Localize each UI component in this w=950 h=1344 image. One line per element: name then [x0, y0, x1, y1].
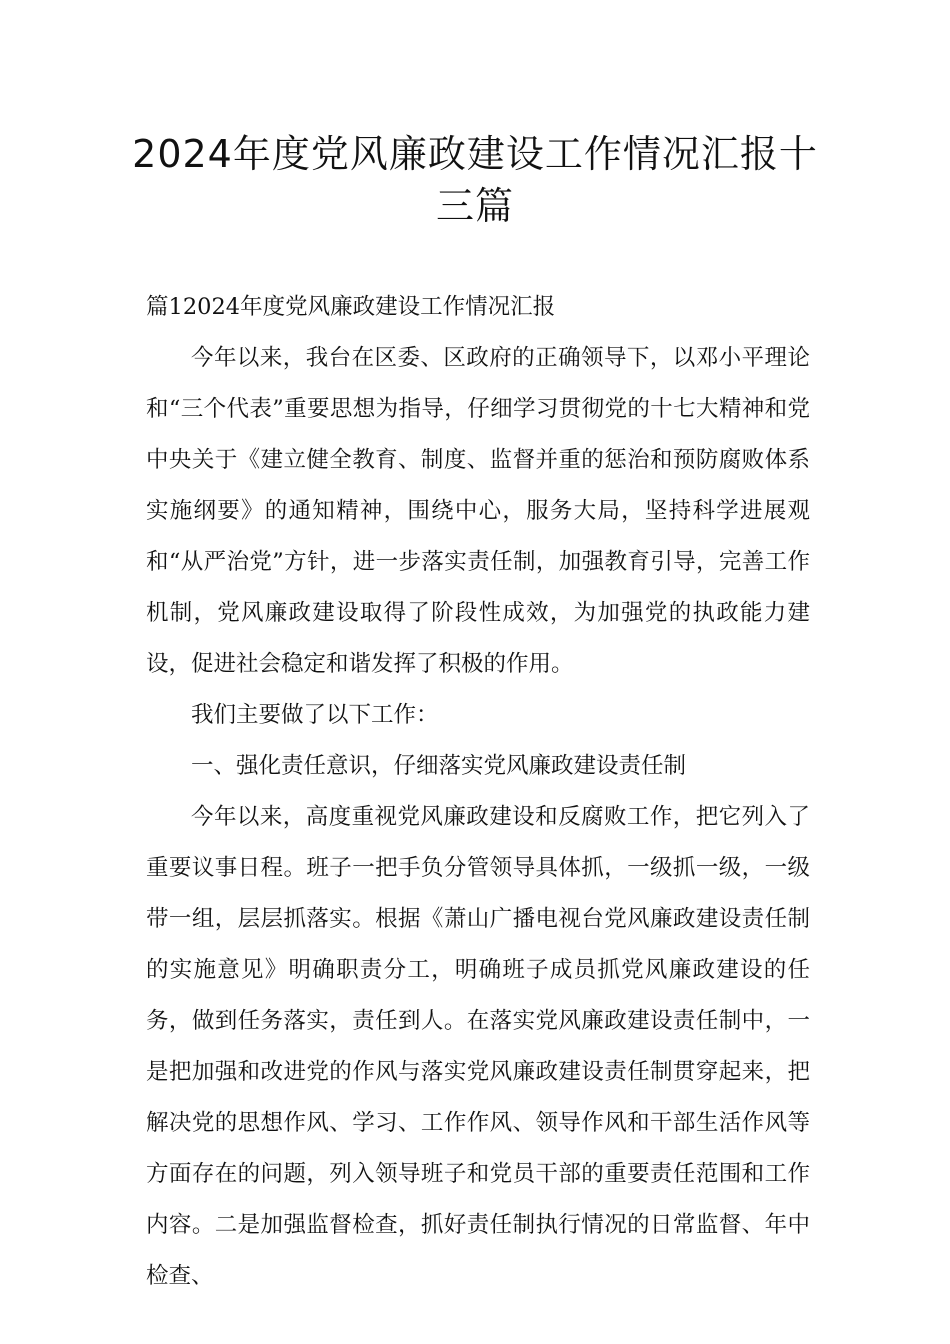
paragraph-work-summary: 我们主要做了以下工作： — [191, 702, 439, 728]
paragraph-heading-one: 一、强化责任意识，仔细落实党风廉政建设责任制 — [191, 753, 687, 779]
paragraph-intro: 今年以来，我台在区委、区政府的正确领导下，以邓小平理论和“三个代表”重要思想为指导，仔细学习贯彻党的十七大精神和党中央关于《建立健全教育、制度、监督并重的惩治和预防腐败体系实施纲要》的通知精神，围绕中心，服务大局，坚持科学进展观和“从严治党”方针，进一步落实责任制，加强教育引导，完善工作机制，党风廉政建设取得了阶段性成效，为加强党的执政能力建设，促进社会稳定和谐发挥了积极的作用。 — [146, 345, 810, 677]
document-title: 2024年度党风廉政建设工作情况汇报十三篇 — [132, 132, 818, 228]
paragraph-responsibility: 今年以来，高度重视党风廉政建设和反腐败工作，把它列入了重要议事日程。班子一把手负分管领导具体抓，一级抓一级，一级带一组，层层抓落实。根据《萧山广播电视台党风廉政建设责任制的实施意见》明确职责分工，明确班子成员抓党风廉政建设的任务，做到任务落实，责任到人。在落实党风廉政建设责任制中，一是把加强和改进党的作风与落实党风廉政建设责任制贯穿起来，把解决党的思想作风、学习、工作作风、领导作风和干部生活作风等方面存在的问题，列入领导班子和党员干部的重要责任范围和工作内容。二是加强监督检查，抓好责任制执行情况的日常监督、年中检查、 — [146, 804, 810, 1289]
section-heading: 篇12024年度党风廉政建设工作情况汇报 — [146, 294, 556, 320]
document-body — [146, 282, 810, 1302]
